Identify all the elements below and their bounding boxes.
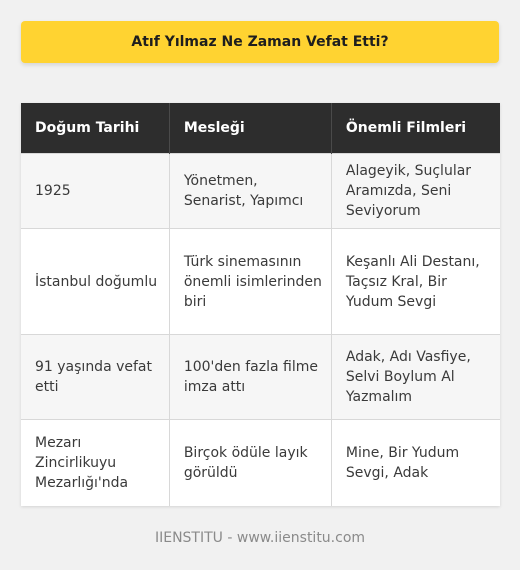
info-table: [21, 103, 500, 506]
column-header-profession: Mesleği: [169, 103, 331, 154]
table-cell: Birçok ödüle layık görüldü: [169, 420, 331, 506]
table-cell: Mezarı Zincirlikuyu Mezarlığı'nda: [21, 420, 169, 506]
title-banner: [21, 21, 499, 63]
table-row: [21, 420, 500, 506]
table-cell: Adak, Adı Vasfiye, Selvi Boylum Al Yazmalım: [331, 335, 500, 420]
table-cell: Türk sinemasının önemli isimlerinden biri: [169, 229, 331, 335]
table-row: [21, 229, 500, 335]
column-header-important-films: Önemli Filmleri: [331, 103, 500, 154]
table-cell: 91 yaşında vefat etti: [21, 335, 169, 420]
table-row: [21, 154, 500, 229]
table-cell: Yönetmen, Senarist, Yapımcı: [169, 154, 331, 229]
table-row: [21, 335, 500, 420]
table-cell: Keşanlı Ali Destanı, Taçsız Kral, Bir Yudum Sevgi: [331, 229, 500, 335]
table-cell: 100'den fazla filme imza attı: [169, 335, 331, 420]
table-cell: İstanbul doğumlu: [21, 229, 169, 335]
footer-credit: IIENSTITU - www.iienstitu.com: [154, 530, 366, 546]
table-cell: Mine, Bir Yudum Sevgi, Adak: [331, 420, 500, 506]
page-title: Atıf Yılmaz Ne Zaman Vefat Etti?: [131, 34, 389, 50]
table-cell: 1925: [21, 154, 169, 229]
table-cell: Alageyik, Suçlular Aramızda, Seni Seviyorum: [331, 154, 500, 229]
column-header-birth-date: Doğum Tarihi: [21, 103, 169, 154]
table-header-row: [21, 103, 500, 154]
